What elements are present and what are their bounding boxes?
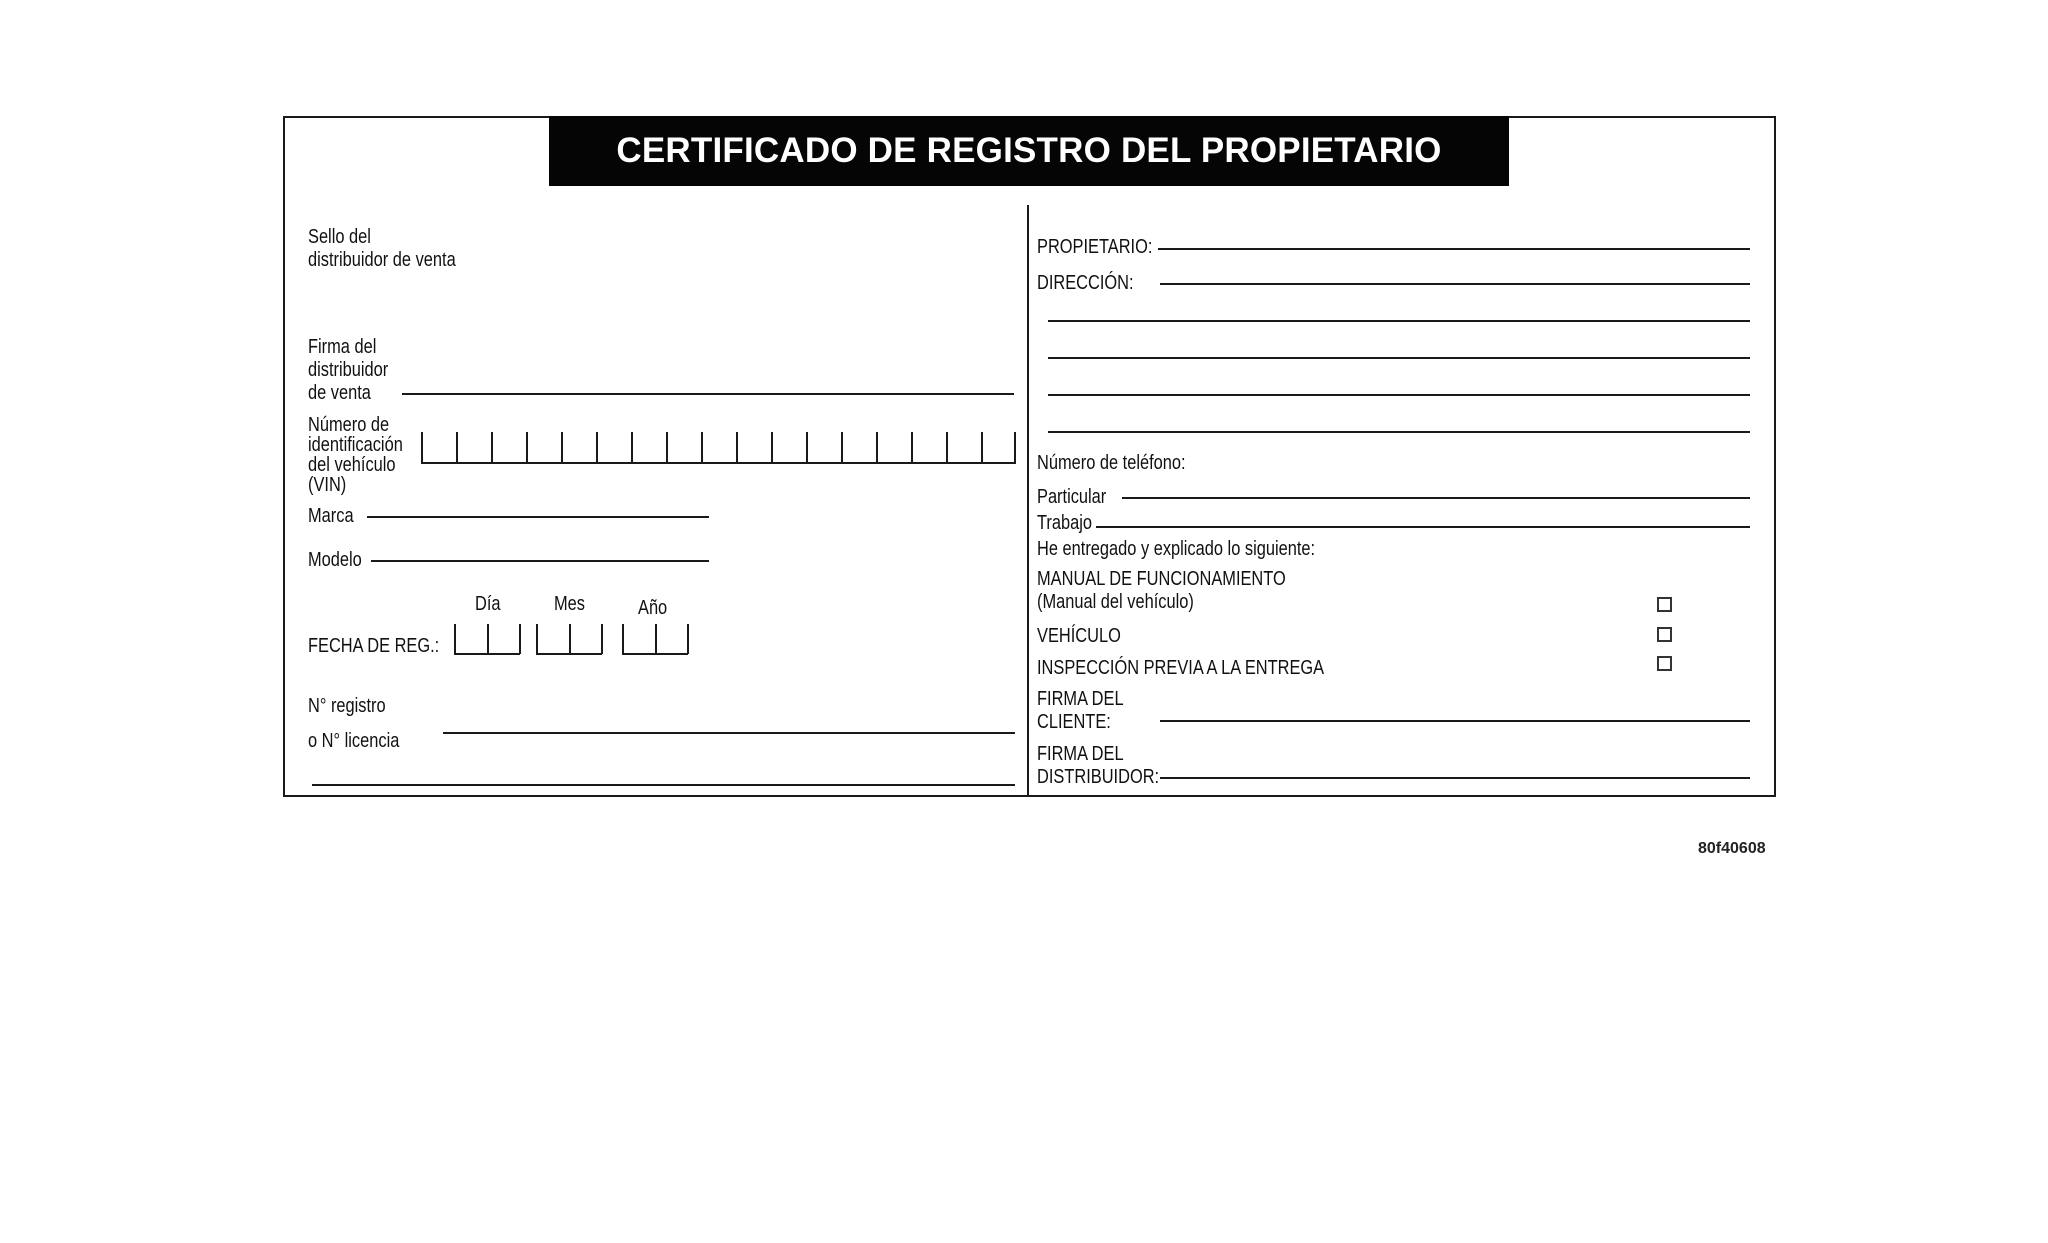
customer-signature-label: FIRMA DEL CLIENTE: bbox=[1037, 688, 1124, 733]
work-phone-label: Trabajo bbox=[1037, 512, 1093, 534]
predelivery-inspection-label: INSPECCIÓN PREVIA A LA ENTREGA bbox=[1037, 657, 1325, 679]
column-divider bbox=[1027, 205, 1029, 797]
delivered-explained-label: He entregado y explicado lo siguiente: bbox=[1037, 538, 1316, 560]
stamp-label: Sello del distribuidor de venta bbox=[308, 226, 456, 271]
model-line[interactable] bbox=[371, 560, 709, 562]
address-line-1[interactable] bbox=[1160, 283, 1750, 285]
dealer-signature-label: Firma del distribuidor de venta bbox=[308, 336, 389, 404]
dealer-signature-right-label: FIRMA DEL DISTRIBUIDOR: bbox=[1037, 743, 1160, 788]
predelivery-inspection-checkbox[interactable] bbox=[1657, 656, 1672, 671]
owner-line[interactable] bbox=[1158, 248, 1750, 250]
address-line-3[interactable] bbox=[1048, 357, 1750, 359]
dealer-signature-right-line[interactable] bbox=[1160, 777, 1750, 779]
month-label: Mes bbox=[554, 593, 585, 615]
registration-number-line[interactable] bbox=[443, 732, 1015, 734]
owners-manual-label: MANUAL DE FUNCIONAMIENTO (Manual del vehículo) bbox=[1037, 568, 1286, 613]
vehicle-label: VEHÍCULO bbox=[1037, 625, 1121, 647]
registration-certificate-form bbox=[283, 116, 1776, 797]
address-line-4[interactable] bbox=[1048, 394, 1750, 396]
make-label: Marca bbox=[308, 505, 354, 527]
owners-manual-checkbox[interactable] bbox=[1657, 597, 1672, 612]
vehicle-checkbox[interactable] bbox=[1657, 627, 1672, 642]
address-label: DIRECCIÓN: bbox=[1037, 272, 1134, 294]
form-title: CERTIFICADO DE REGISTRO DEL PROPIETARIO bbox=[549, 116, 1509, 186]
dealer-signature-line[interactable] bbox=[402, 393, 1014, 395]
registration-number-label: N° registro bbox=[308, 695, 386, 717]
owner-label: PROPIETARIO: bbox=[1037, 236, 1153, 258]
address-line-5[interactable] bbox=[1048, 431, 1750, 433]
license-number-label: o N° licencia bbox=[308, 730, 400, 752]
license-number-line[interactable] bbox=[312, 784, 1015, 786]
figure-code: 80f40608 bbox=[1698, 840, 1766, 857]
day-label: Día bbox=[475, 593, 501, 615]
address-line-2[interactable] bbox=[1048, 320, 1750, 322]
work-phone-line[interactable] bbox=[1096, 526, 1750, 528]
model-label: Modelo bbox=[308, 549, 362, 571]
customer-signature-line[interactable] bbox=[1160, 720, 1750, 722]
phone-label: Número de teléfono: bbox=[1037, 452, 1186, 474]
vin-label: Número de identificación del vehículo (VIN) bbox=[308, 414, 403, 496]
make-line[interactable] bbox=[367, 516, 709, 518]
home-phone-label: Particular bbox=[1037, 486, 1107, 508]
home-phone-line[interactable] bbox=[1122, 497, 1750, 499]
vin-boxes-baseline[interactable] bbox=[421, 462, 1015, 464]
registration-date-label: FECHA DE REG.: bbox=[308, 635, 440, 657]
year-label: Año bbox=[638, 597, 668, 619]
